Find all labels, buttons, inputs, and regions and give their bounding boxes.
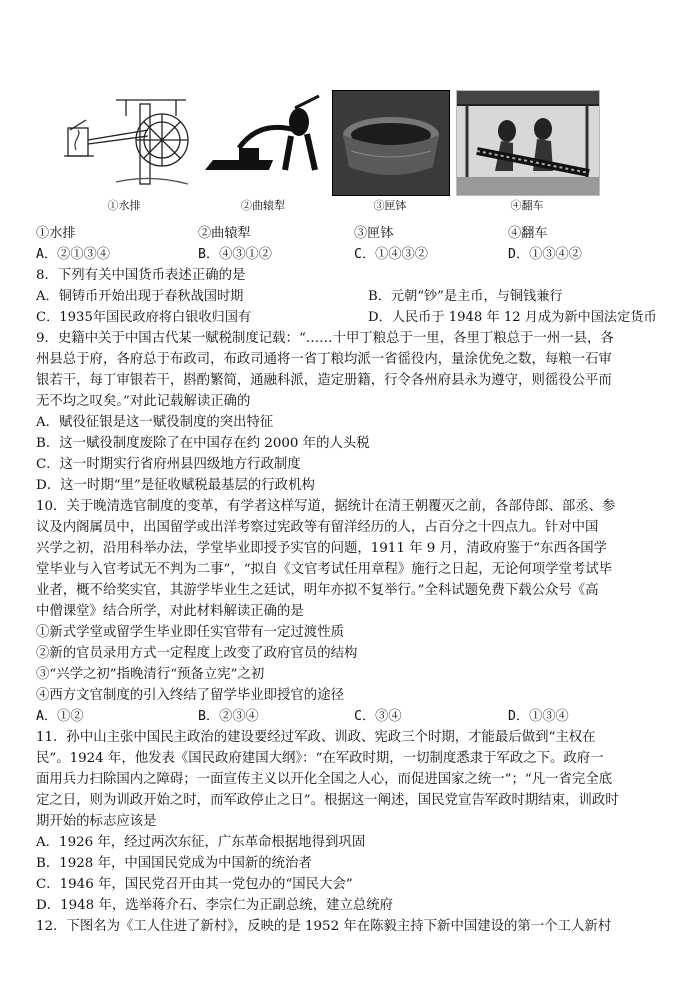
figure-caption: ①水排: [107, 199, 141, 212]
q8-option-b: B．元朝“钞”是主币，与铜钱兼行: [368, 289, 563, 304]
figure-caption: ②曲辕犁: [241, 199, 285, 212]
q12-line: 12．下图名为《工人住进了新村》，反映的是 1952 年在陈毅主持下新中国建设的第一个工人新村: [36, 919, 612, 934]
saggar-photo: [332, 90, 450, 196]
figure-water-bellows: [56, 82, 192, 216]
q9-line: 州县总于府，各府总于布政司，布政司通将一省丁粮均派一省徭役内，量涂优免之数，每粮一石审: [36, 352, 612, 367]
q7-item: ④翻车: [508, 226, 548, 241]
q7-option-a: A．②①③④: [36, 247, 110, 262]
q10-line: 兴学之初，沿用科举办法，学堂毕业即授予实官的问题，1911 年 9 月，清政府鉴于“东西各国学: [36, 541, 608, 556]
figure-curved-plow: [199, 82, 327, 216]
figure-saggar: [332, 82, 448, 216]
chain-pump-illustration: [456, 90, 600, 196]
q11-line: 民”。1924 年，他发表《国民政府建国大纲》：“在军政时期，一切制度悉隶于军政之下。政府一: [36, 751, 604, 766]
q10-line: 堂毕业与入官考试无不判为二事”，“拟自《文官考试任用章程》施行之日起，无论何项学堂考试毕: [36, 562, 613, 577]
curved-plow-illustration: [199, 90, 327, 194]
q11-option-a: A．1926 年，经过两次东征，广东革命根据地得到巩固: [36, 835, 366, 850]
q11-option-d: D．1948 年，选举蒋介石、李宗仁为正副总统，建立总统府: [36, 898, 394, 913]
q9-line: 9．史籍中关于中国古代某一赋税制度记载：“……十甲丁粮总于一里，各里丁粮总于一州一县，各: [36, 331, 614, 346]
q10-item: ③“兴学之初”指晚清行“预备立宪”之初: [36, 667, 265, 682]
q9-line: 银若干，每丁审银若干，斟酌繁简，通融科派，造定册籍，行令各州府县永为遵守，则徭役公平而: [36, 373, 612, 388]
q7-option-d: D．①③④②: [508, 247, 582, 262]
q11-line: 面用兵力扫除国内之障碍；一面宣传主义以开化全国之人心，而促进国家之统一”；“凡一省完全底: [36, 772, 613, 787]
q9-option-a: A．赋役征银是这一赋役制度的突出特征: [36, 415, 274, 430]
figure-caption: ③匣钵: [373, 199, 407, 212]
q8-option-a: A．铜铸币开始出现于春秋战国时期: [36, 289, 244, 304]
q10-line: 10．关于晚清选官制度的变革，有学者这样写道，据统计在清王朝覆灭之前，各部侍郎、部丞、参: [36, 499, 616, 514]
q9-option-c: C．这一时期实行省府州县四级地方行政制度: [36, 457, 301, 472]
q7-option-c: C．①④③②: [354, 247, 428, 262]
q10-line: 议及内阁属员中，出国留学或出洋考察过宪政等有留洋经历的人，占百分之十四点九。针对中国: [36, 520, 599, 535]
figure-chain-pump: [456, 82, 598, 216]
q7-option-b: B．④③①②: [198, 247, 272, 262]
q10-item: ②新的官员录用方式一定程度上改变了政府官员的结构: [36, 646, 358, 661]
q9-option-d: D．这一时期“里”是征收赋税最基层的行政机构: [36, 478, 315, 493]
q10-option-d: D．①③④: [508, 709, 569, 724]
q8-stem: 8．下列有关中国货币表述正确的是: [36, 268, 246, 283]
q11-option-c: C．1946 年，国民党召开由其一党包办的“国民大会”: [36, 877, 353, 892]
q11-option-b: B．1928 年，中国国民党成为中国新的统治者: [36, 856, 312, 871]
q10-item: ①新式学堂或留学生毕业即任实官带有一定过渡性质: [36, 625, 344, 640]
q10-option-c: C．③④: [354, 709, 402, 724]
q11-line: 11．孙中山主张中国民主政治的建设要经过军政、训政、宪政三个时期，才能最后做到“主权在: [36, 730, 596, 745]
figure-row: [54, 82, 654, 216]
q10-line: 业者，概不给奖实官，其游学毕业生之廷试，明年亦拟不复举行。”全科试题免费下载公众号《高: [36, 583, 599, 598]
q7-item: ③匣钵: [354, 226, 394, 241]
q11-line: 期开始的标志应该是: [36, 814, 157, 829]
q10-item: ④西方文官制度的引入终结了留学毕业即授官的途径: [36, 688, 344, 703]
q9-line: 无不均之叹矣。”对此记载解读正确的: [36, 394, 251, 409]
q7-item: ①水排: [36, 226, 76, 241]
figure-caption: ④翻车: [510, 199, 544, 212]
q8-option-c: C．1935年国民政府将白银收归国有: [36, 310, 252, 325]
q8-option-d: D．人民币于 1948 年 12 月成为新中国法定货币: [368, 310, 657, 325]
q7-item: ②曲辕犁: [198, 226, 251, 241]
q9-option-b: B．这一赋役制度废除了在中国存在约 2000 年的人头税: [36, 436, 370, 451]
q10-line: 中僧课堂》结合所学，对此材料解读正确的是: [36, 604, 304, 619]
water-bellows-illustration: [56, 90, 192, 194]
q10-option-a: A．①②: [36, 709, 84, 724]
q11-line: 定之日，则为训政开始之时，而军政停止之日”。根据这一阐述，国民党宣告军政时期结束，训政时: [36, 793, 619, 808]
q10-option-b: B．②③④: [198, 709, 259, 724]
